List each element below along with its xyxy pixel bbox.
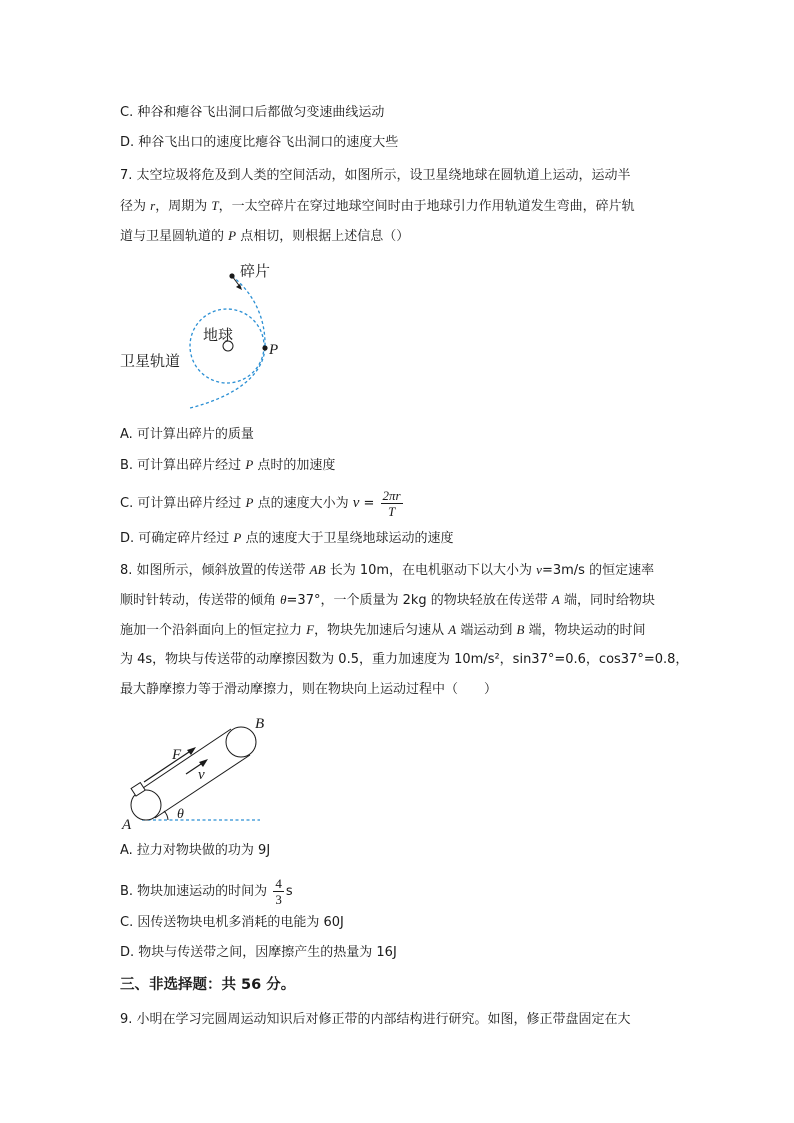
q8-option-c: C. 因传送物块电机多消耗的电能为 60J bbox=[120, 915, 344, 930]
q8-stem-line5: 最大静摩擦力等于滑动摩擦力，则在物块向上运动过程中（ ） bbox=[120, 682, 498, 697]
q7-option-d: D. 可确定碎片经过 P 点的速度大于卫星绕地球运动的速度 bbox=[120, 530, 454, 546]
label-satellite-orbit: 卫星轨道 bbox=[120, 354, 181, 370]
label-v: v bbox=[198, 767, 205, 783]
q7-stem-line3: 道与卫星圆轨道的 P 点相切，则根据上述信息（） bbox=[120, 228, 410, 244]
q8-stem-line4: 为 4s，物块与传送带的动摩擦因数为 0.5，重力加速度为 10m/s²，sin37°=0.6，cos37°=0.8， bbox=[120, 652, 689, 667]
pulley-B bbox=[226, 727, 256, 757]
q8-option-b-fraction: $\frac{4}{3}$ bbox=[275, 876, 282, 907]
label-P: P bbox=[269, 342, 279, 358]
q8-stem-line3: 施加一个沿斜面向上的恒定拉力 F，物块先加速后匀速从 A 端运动到 B 端，物块运动的时间 bbox=[120, 622, 646, 638]
q8-option-d: D. 物块与传送带之间，因摩擦产生的热量为 16J bbox=[120, 945, 397, 960]
q7-option-a: A. 可计算出碎片的质量 bbox=[120, 427, 254, 442]
q7-option-b: B. 可计算出碎片经过 P 点时的加速度 bbox=[120, 457, 336, 473]
q8-option-b: B. 物块加速运动的时间为 $\frac{4}{3}$ s bbox=[120, 876, 293, 907]
q7-option-c-fraction: $\frac{2\pi r}{T}$ bbox=[382, 488, 401, 519]
q8-conveyor-figure bbox=[118, 712, 278, 834]
section3-heading: 三、非选择题：共 56 分。 bbox=[120, 977, 296, 993]
q8-option-a: A. 拉力对物块做的功为 9J bbox=[120, 843, 271, 858]
q9-stem-line1: 9. 小明在学习完圆周运动知识后对修正带的内部结构进行研究。如图，修正带盘固定在大 bbox=[120, 1012, 631, 1027]
q7-option-c: C. 可计算出碎片经过 P 点的速度大小为 v = $\frac{2\pi r}{T}$ bbox=[120, 488, 401, 519]
q8-stem-line1: 8. 如图所示，倾斜放置的传送带 AB 长为 10m，在电机驱动下以大小为 v=3m/s 的恒定速率 bbox=[120, 562, 655, 578]
q6-option-c: C. 种谷和瘪谷飞出洞口后都做匀变速曲线运动 bbox=[120, 105, 385, 120]
angle-theta-arc bbox=[164, 811, 168, 820]
q6-option-d: D. 种谷飞出口的速度比瘪谷飞出洞口的速度大些 bbox=[120, 135, 399, 150]
q8-stem-line2: 顺时针转动，传送带的倾角 θ=37°，一个质量为 2kg 的物块轻放在传送带 A 端，同时给物块 bbox=[120, 592, 656, 608]
label-A: A bbox=[122, 817, 132, 833]
label-F: F bbox=[172, 747, 182, 763]
force-F-arrow bbox=[144, 750, 192, 782]
q7-stem-line2: 径为 r，周期为 T，一太空碎片在穿过地球空间时由于地球引力作用轨道发生弯曲，碎片轨 bbox=[120, 198, 635, 214]
label-theta: θ bbox=[177, 807, 184, 822]
belt-top-edge bbox=[137, 729, 231, 792]
point-P-dot bbox=[262, 345, 267, 350]
q7-stem-line1: 7. 太空垃圾将危及到人类的空间活动，如图所示，设卫星绕地球在圆轨道上运动，运动半 bbox=[120, 168, 631, 183]
q7-orbit-figure bbox=[110, 258, 290, 414]
label-earth: 地球 bbox=[203, 328, 234, 344]
label-debris: 碎片 bbox=[240, 264, 271, 280]
label-B: B bbox=[255, 716, 265, 732]
debris-dot bbox=[229, 273, 234, 278]
arrow-head-icon bbox=[199, 759, 208, 767]
